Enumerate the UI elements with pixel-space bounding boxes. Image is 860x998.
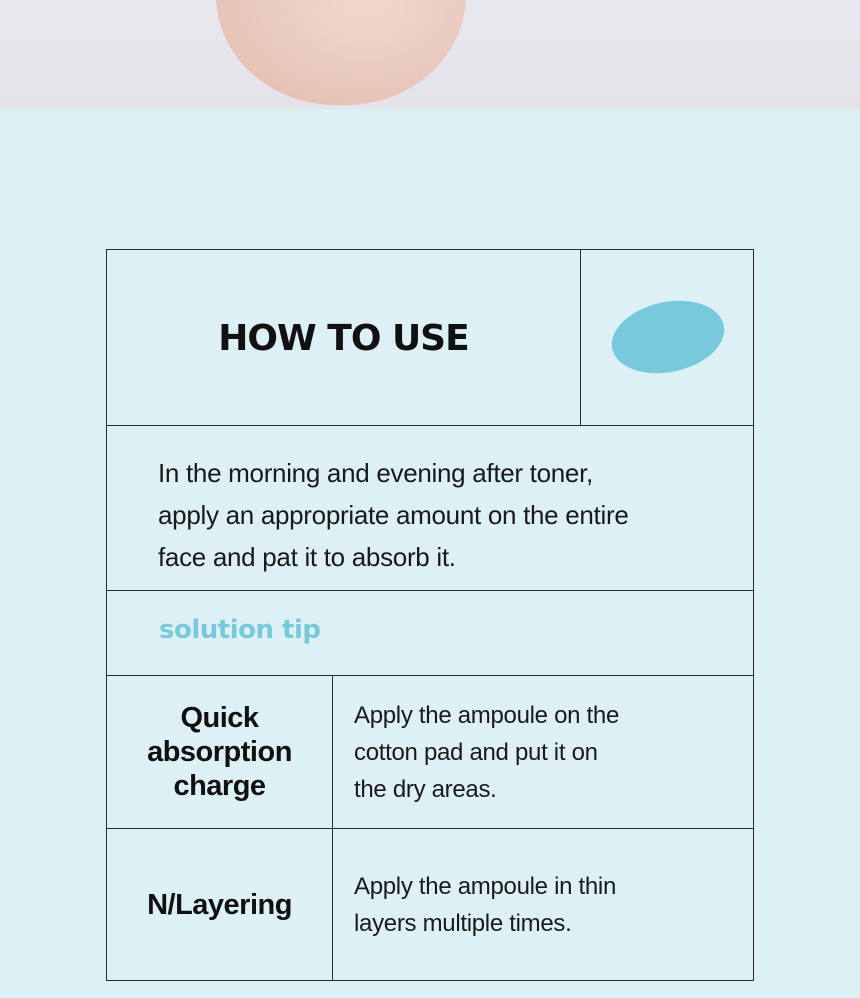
- product-photo-strip: [0, 0, 860, 109]
- tip-name-line: Quick: [180, 702, 259, 734]
- tip-desc-line: the dry areas.: [354, 775, 497, 803]
- tip-name: [107, 829, 333, 980]
- droplet-icon: [581, 250, 753, 426]
- description-line: In the morning and evening after toner,: [158, 458, 593, 488]
- how-to-use-card: [106, 249, 754, 981]
- tip-desc-line: cotton pad and put it on: [354, 738, 598, 766]
- tip-description: [333, 829, 753, 980]
- tip-name-line: charge: [173, 770, 266, 802]
- tip-desc-line: Apply the ampoule in thin: [354, 872, 617, 900]
- blob-cell: [581, 250, 753, 426]
- tip-desc-line: Apply the ampoule on the: [354, 701, 619, 729]
- usage-description: [158, 452, 728, 578]
- tip-description: [333, 676, 753, 828]
- section-title: HOW TO USE: [107, 250, 581, 426]
- arm-photo: [216, 0, 466, 105]
- tip-name-line: N/Layering: [147, 888, 292, 921]
- solution-tip-row: [107, 591, 753, 676]
- tip-name: [107, 676, 333, 828]
- tip-name-line: absorption: [147, 736, 292, 768]
- tip-row-quick-absorption: [107, 676, 753, 829]
- solution-tip-label: solution tip: [159, 615, 321, 645]
- description-row: [107, 426, 753, 591]
- header-row: [107, 250, 753, 426]
- tip-desc-line: layers multiple times.: [354, 909, 572, 937]
- description-line: apply an appropriate amount on the entire: [158, 500, 629, 530]
- tip-row-layering: [107, 829, 753, 980]
- description-line: face and pat it to absorb it.: [158, 542, 456, 572]
